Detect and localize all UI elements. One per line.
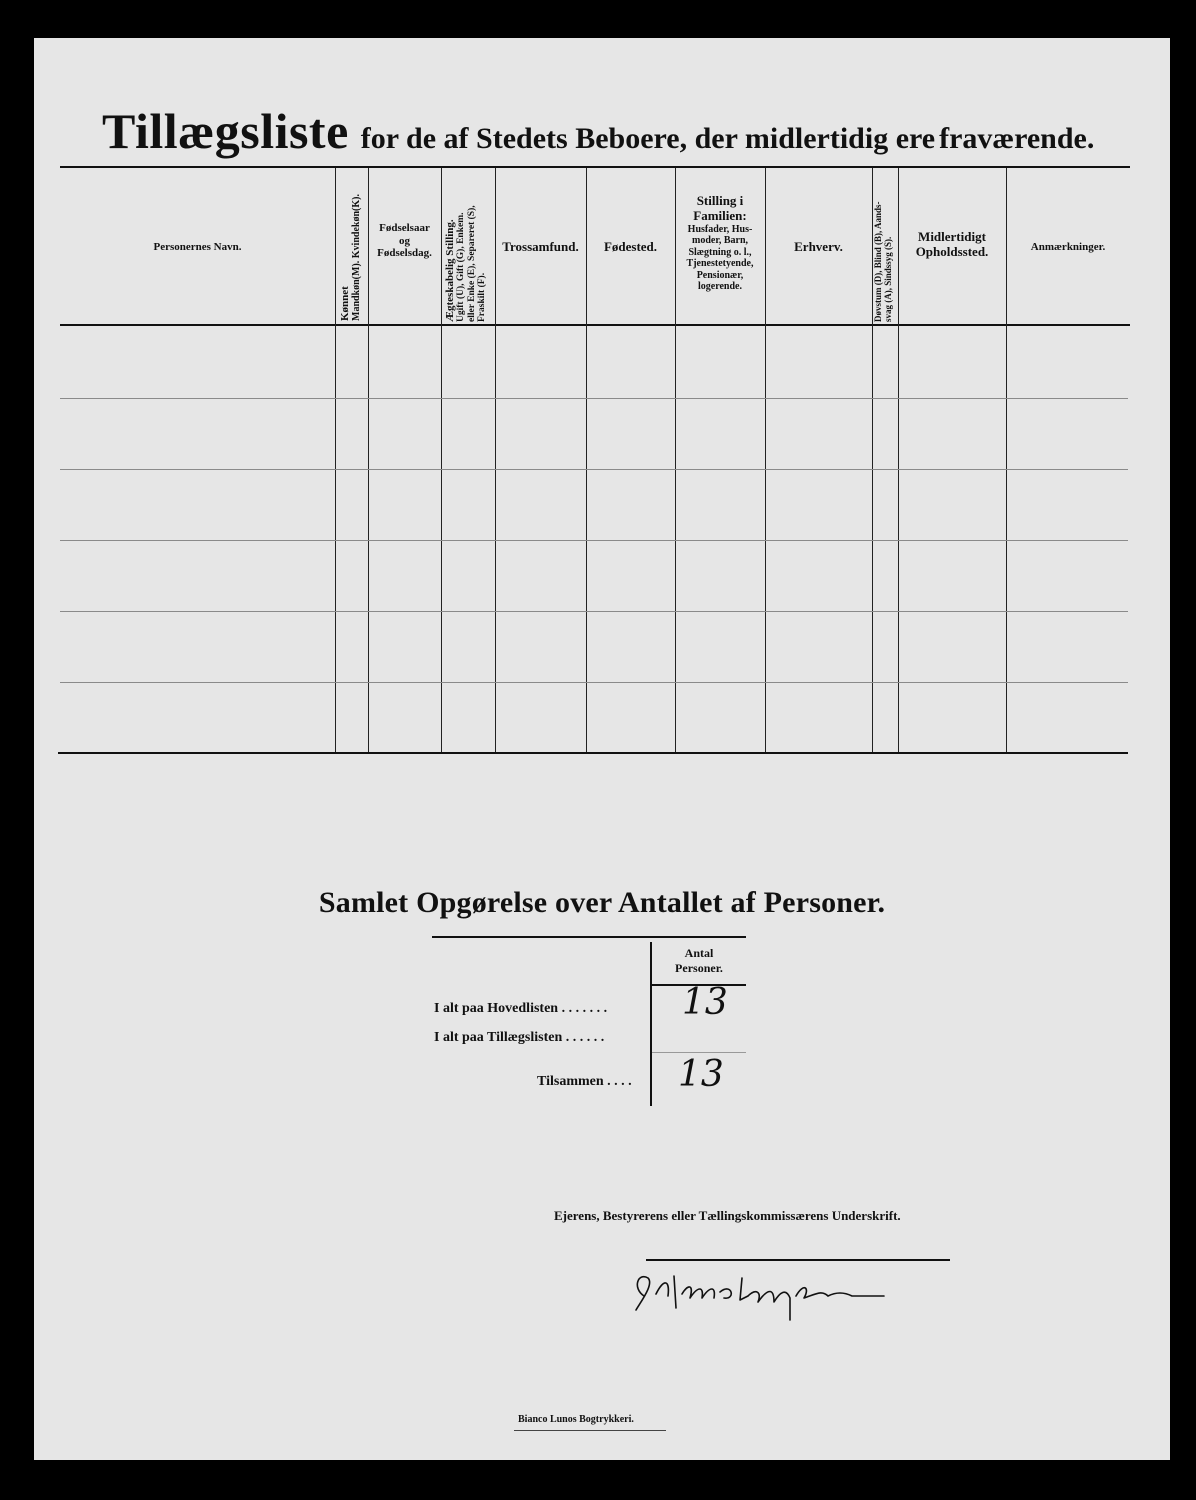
header-sex <box>339 194 362 321</box>
summary-value-handwritten: 13 <box>682 982 728 1023</box>
title-middle: for de af Stedets Beboere, der midlertidig ere <box>360 122 936 155</box>
header-marital-line1: Ægteskabelig Stilling. <box>444 219 456 322</box>
printer-imprint: Bianco Lunos Bogtrykkeri. <box>518 1414 634 1425</box>
summary-row-label: Tilsammen . . . . <box>537 1074 632 1089</box>
summary-row-line <box>652 1052 746 1053</box>
col-divider <box>586 168 587 752</box>
header-birth <box>368 222 441 260</box>
signature-caption: Ejerens, Bestyrerens eller Tællingskommissærens Underskrift. <box>554 1208 901 1223</box>
header-birth-line3: Fødselsdag. <box>377 247 432 260</box>
summary-top-rule <box>432 936 746 938</box>
header-rule <box>60 324 1130 326</box>
header-birthplace: Fødested. <box>603 239 658 254</box>
header-temp-residence-line2: Opholdssted. <box>915 243 989 259</box>
col-divider <box>441 168 442 752</box>
header-family <box>675 194 765 293</box>
col-divider <box>1006 168 1007 752</box>
table-row-line <box>60 469 1128 470</box>
header-religion: Trossamfund. <box>502 239 579 254</box>
header-temp-residence <box>898 230 1006 260</box>
summary-title: Samlet Opgørelse over Antallet af Personer. <box>318 886 886 919</box>
summary-col-header-line1: Antal <box>684 946 714 960</box>
summary-col-header-line2: Personer. <box>675 961 723 975</box>
col-divider <box>335 168 336 752</box>
header-marital-line4: Fraskilt (F). <box>476 272 487 322</box>
header-occupation: Erhverv. <box>794 239 843 254</box>
table-row-line <box>60 611 1128 612</box>
table-row-line <box>60 540 1128 541</box>
summary-value-handwritten: 13 <box>678 1054 724 1095</box>
table-row-line <box>60 398 1128 399</box>
handwritten-signature <box>624 1258 944 1328</box>
header-family-line2: Familien: <box>693 207 747 223</box>
header-family-line7: Pensionær, <box>696 269 744 281</box>
summary-row-label: I alt paa Hovedlisten . . . . . . . <box>434 1001 608 1016</box>
header-birth-line2: og <box>399 234 410 247</box>
census-form-page <box>34 38 1170 1460</box>
title-rule <box>60 166 1130 168</box>
header-family-line3: Husfader, Hus- <box>687 223 753 235</box>
title-bold-end: fraværende. <box>939 122 1095 155</box>
table-row-line <box>60 682 1128 683</box>
header-family-line6: Tjenestetyende, <box>686 258 754 270</box>
header-family-line4: moder, Barn, <box>691 235 749 247</box>
header-family-line8: logerende. <box>698 281 742 293</box>
summary-col-header <box>652 946 746 976</box>
header-name: Personernes Navn. <box>153 241 242 253</box>
header-temp-residence-line1: Midlertidigt <box>918 229 986 244</box>
header-marital <box>444 205 487 322</box>
table-bottom-rule <box>58 752 1128 754</box>
header-family-line5: Slægtning o. l., <box>688 246 752 258</box>
header-sex-line1: Kønnet <box>339 286 351 321</box>
header-disability-line2: svag (A), Sindssyg (S). <box>882 236 893 322</box>
header-marital-line3: eller Enke (E), Separeret (S), <box>466 205 477 322</box>
header-family-line1: Stilling i <box>696 193 744 208</box>
summary-row-label: I alt paa Tillægslisten . . . . . . <box>434 1030 605 1045</box>
header-remarks: Anmærkninger. <box>1030 241 1106 253</box>
header-sex-line2: Mandkøn(M). Kvindekøn(K). <box>351 194 363 321</box>
header-marital-line2: Ugift (U), Gift (G), Enkem. <box>456 212 467 322</box>
col-divider <box>495 168 496 752</box>
col-divider <box>765 168 766 752</box>
title-main: Tillægsliste <box>102 103 349 159</box>
header-disability-line1: Døvstum (D), Blind (B), Aands- <box>873 201 883 322</box>
header-birth-line1: Fødselsaar <box>379 222 430 234</box>
form-title <box>102 102 1132 172</box>
printer-rule <box>514 1430 666 1431</box>
header-disability <box>874 201 894 322</box>
